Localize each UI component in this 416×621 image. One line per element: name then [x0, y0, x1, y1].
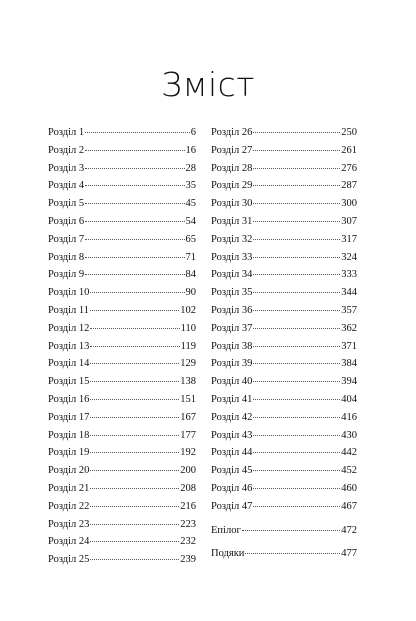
dot-leader [253, 132, 340, 133]
toc-entry-label: Розділ 42 [211, 411, 253, 423]
toc-entry-page-number: 102 [180, 304, 196, 316]
toc-entry-label: Розділ 32 [211, 233, 253, 245]
toc-entry-label: Розділ 36 [211, 304, 253, 316]
toc-entry-page-number: 261 [341, 144, 357, 156]
toc-entry[interactable] [48, 213, 196, 231]
toc-entry-page-number: 404 [341, 393, 357, 405]
dot-leader [253, 328, 340, 329]
toc-entry-label: Розділ 28 [211, 162, 253, 174]
toc-entry-label: Розділ 30 [211, 198, 253, 210]
toc-entry-page-number: 16 [185, 144, 196, 156]
toc-entry-page-number: 208 [180, 482, 196, 494]
toc-entry[interactable] [211, 320, 357, 338]
toc-entry-label: Розділ 41 [211, 393, 253, 405]
toc-entry[interactable] [211, 195, 357, 213]
dot-leader [253, 381, 340, 382]
toc-entry-label: Розділ 27 [211, 144, 253, 156]
toc-entry-label: Розділ 7 [48, 233, 85, 245]
toc-entry[interactable] [211, 427, 357, 445]
toc-entry-page-number: 151 [180, 393, 196, 405]
toc-entry-label: Подяки [211, 548, 245, 560]
toc-entry-label: Розділ 12 [48, 322, 90, 334]
toc-entry-page-number: 6 [190, 127, 196, 138]
toc-entry[interactable] [211, 480, 357, 498]
toc-entry-page-number: 45 [185, 198, 196, 210]
toc-entry-label: Розділ 45 [211, 465, 253, 477]
toc-entry-label: Розділ 35 [211, 287, 253, 299]
toc-column-left [48, 124, 196, 569]
dot-leader [90, 292, 184, 293]
toc-entry-label: Розділ 20 [48, 465, 90, 477]
toc-entry[interactable] [211, 124, 357, 142]
dot-leader [253, 185, 340, 186]
toc-entry-label: Розділ 16 [48, 393, 90, 405]
toc-entry[interactable] [48, 355, 196, 373]
toc-entry-page-number: 35 [185, 180, 196, 192]
dot-leader [253, 274, 340, 275]
toc-entry[interactable] [48, 427, 196, 445]
toc-entry-label: Розділ 38 [211, 340, 253, 352]
toc-entry-label: Розділ 22 [48, 500, 90, 512]
toc-entry-page-number: 362 [341, 322, 357, 334]
dot-leader [85, 185, 184, 186]
dot-leader [85, 274, 184, 275]
toc-entry-page-number: 54 [185, 215, 196, 227]
toc-entry-page-number: 307 [341, 215, 357, 227]
dot-leader [253, 221, 340, 222]
toc-entry-label: Розділ 26 [211, 127, 253, 138]
toc-entry[interactable] [48, 249, 196, 267]
dot-leader [242, 530, 341, 531]
toc-entry-page-number: 384 [341, 358, 357, 370]
toc-entry-label: Розділ 1 [48, 127, 85, 138]
toc-entry-label: Розділ 11 [48, 304, 90, 316]
toc-entry-label: Розділ 2 [48, 144, 85, 156]
dot-leader [245, 553, 340, 554]
toc-entry[interactable] [211, 545, 357, 563]
toc-entry[interactable] [48, 444, 196, 462]
dot-leader [253, 506, 340, 507]
toc-entry[interactable] [48, 391, 196, 409]
toc-entry[interactable] [48, 124, 196, 142]
toc-entry-page-number: 357 [341, 304, 357, 316]
toc-entry[interactable] [211, 231, 357, 249]
toc-entry[interactable] [211, 160, 357, 178]
dot-leader [85, 203, 184, 204]
toc-entry-page-number: 71 [185, 251, 196, 263]
toc-entry-label: Розділ 37 [211, 322, 253, 334]
toc-entry-page-number: 344 [341, 287, 357, 299]
toc-column-right [211, 124, 357, 563]
toc-entry[interactable] [48, 160, 196, 178]
toc-entry[interactable] [211, 462, 357, 480]
toc-entry-page-number: 442 [341, 447, 357, 459]
dot-leader [90, 381, 179, 382]
toc-entry-label: Розділ 10 [48, 287, 90, 299]
toc-entry-label: Розділ 31 [211, 215, 253, 227]
toc-entry[interactable] [211, 373, 357, 391]
toc-entry[interactable] [211, 522, 357, 540]
dot-leader [253, 435, 340, 436]
toc-entry-page-number: 129 [180, 358, 196, 370]
toc-entry[interactable] [211, 266, 357, 284]
toc-entry-page-number: 452 [341, 465, 357, 477]
toc-entry-page-number: 394 [341, 376, 357, 388]
toc-entry-label: Розділ 14 [48, 358, 90, 370]
toc-entry[interactable] [48, 266, 196, 284]
toc-entry-label: Розділ 44 [211, 447, 253, 459]
toc-entry[interactable] [211, 355, 357, 373]
toc-entry-label: Розділ 43 [211, 429, 253, 441]
toc-entry[interactable] [48, 551, 196, 569]
dot-leader [85, 132, 190, 133]
toc-entry[interactable] [48, 302, 196, 320]
dot-leader [90, 488, 179, 489]
dot-leader [253, 363, 340, 364]
dot-leader [85, 150, 184, 151]
dot-leader [253, 310, 340, 311]
toc-entry-page-number: 110 [180, 322, 196, 334]
page-title: Зміст [161, 65, 255, 104]
toc-entry[interactable] [48, 498, 196, 516]
toc-entry-page-number: 460 [341, 482, 357, 494]
dot-leader [85, 221, 184, 222]
toc-entry-page-number: 216 [180, 500, 196, 512]
toc-entry[interactable] [48, 462, 196, 480]
dot-leader [90, 346, 179, 347]
toc-entry-label: Розділ 33 [211, 251, 253, 263]
toc-entry[interactable] [48, 533, 196, 551]
dot-leader [253, 399, 340, 400]
toc-entry-page-number: 65 [185, 233, 196, 245]
toc-entry[interactable] [48, 177, 196, 195]
toc-entry[interactable] [48, 320, 196, 338]
toc-entry-page-number: 333 [341, 269, 357, 281]
toc-entry[interactable] [211, 302, 357, 320]
toc-entry[interactable] [211, 284, 357, 302]
toc-entry-label: Розділ 6 [48, 215, 85, 227]
toc-entry[interactable] [48, 231, 196, 249]
toc-entry[interactable] [48, 409, 196, 427]
toc-entry-label: Розділ 5 [48, 198, 85, 210]
toc-entry[interactable] [211, 444, 357, 462]
dot-leader [90, 470, 179, 471]
toc-entry-page-number: 223 [180, 518, 196, 530]
toc-entry-label: Розділ 9 [48, 269, 85, 281]
toc-entry-page-number: 477 [341, 548, 357, 560]
toc-entry[interactable] [211, 213, 357, 231]
dot-leader [90, 435, 179, 436]
toc-entry-label: Епілог [211, 524, 241, 536]
toc-entry-label: Розділ 17 [48, 411, 90, 423]
toc-entry[interactable] [48, 195, 196, 213]
toc-entry-page-number: 192 [180, 447, 196, 459]
dot-leader [90, 452, 179, 453]
dot-leader [85, 239, 184, 240]
toc-entry-label: Розділ 15 [48, 376, 90, 388]
toc-entry-page-number: 84 [185, 269, 196, 281]
dot-leader [253, 488, 340, 489]
toc-entry-page-number: 250 [341, 127, 357, 138]
dot-leader [90, 399, 179, 400]
toc-entry-page-number: 177 [180, 429, 196, 441]
toc-entry-label: Розділ 24 [48, 536, 90, 548]
toc-entry[interactable] [211, 249, 357, 267]
toc-entry-page-number: 200 [180, 465, 196, 477]
dot-leader [90, 559, 179, 560]
toc-entry-page-number: 317 [341, 233, 357, 245]
toc-entry-label: Розділ 29 [211, 180, 253, 192]
toc-entry-page-number: 167 [180, 411, 196, 423]
toc-entry-page-number: 467 [341, 500, 357, 512]
dot-leader [85, 168, 184, 169]
dot-leader [90, 541, 179, 542]
toc-entry-page-number: 430 [341, 429, 357, 441]
toc-entry-label: Розділ 34 [211, 269, 253, 281]
toc-entry-label: Розділ 13 [48, 340, 90, 352]
toc-entry-page-number: 119 [180, 340, 196, 352]
toc-entry-page-number: 239 [180, 554, 196, 566]
dot-leader [90, 506, 179, 507]
toc-entry-label: Розділ 3 [48, 162, 85, 174]
dot-leader [253, 470, 340, 471]
toc-entry-label: Розділ 4 [48, 180, 85, 192]
toc-entry[interactable] [48, 516, 196, 534]
dot-leader [90, 363, 179, 364]
toc-entry[interactable] [211, 409, 357, 427]
toc-entry-label: Розділ 25 [48, 554, 90, 566]
toc-entry-page-number: 324 [341, 251, 357, 263]
toc-entry[interactable] [211, 391, 357, 409]
toc-entry-page-number: 28 [185, 162, 196, 174]
toc-entry-page-number: 371 [341, 340, 357, 352]
toc-entry-label: Розділ 39 [211, 358, 253, 370]
toc-entry[interactable] [211, 338, 357, 356]
toc-entry-page-number: 472 [341, 524, 357, 536]
toc-entry[interactable] [48, 284, 196, 302]
toc-entry[interactable] [48, 480, 196, 498]
toc-entry-label: Розділ 21 [48, 482, 90, 494]
dot-leader [253, 417, 340, 418]
dot-leader [90, 310, 179, 311]
toc-entry[interactable] [211, 142, 357, 160]
dot-leader [90, 417, 179, 418]
dot-leader [253, 292, 340, 293]
toc-entry-label: Розділ 19 [48, 447, 90, 459]
toc-entry-label: Розділ 46 [211, 482, 253, 494]
dot-leader [90, 328, 179, 329]
dot-leader [253, 150, 340, 151]
dot-leader [253, 239, 340, 240]
dot-leader [253, 452, 340, 453]
toc-entry-label: Розділ 40 [211, 376, 253, 388]
dot-leader [253, 203, 340, 204]
toc-entry[interactable] [48, 338, 196, 356]
dot-leader [85, 257, 184, 258]
toc-entry-page-number: 300 [341, 198, 357, 210]
toc-entry-label: Розділ 47 [211, 500, 253, 512]
toc-entry-label: Розділ 18 [48, 429, 90, 441]
toc-entry-label: Розділ 8 [48, 251, 85, 263]
toc-entry[interactable] [211, 498, 357, 516]
dot-leader [90, 524, 179, 525]
dot-leader [253, 346, 340, 347]
toc-entry-page-number: 276 [341, 162, 357, 174]
toc-entry-page-number: 90 [185, 287, 196, 299]
toc-entry-page-number: 138 [180, 376, 196, 388]
toc-entry[interactable] [48, 373, 196, 391]
dot-leader [253, 257, 340, 258]
toc-entry-page-number: 416 [341, 411, 357, 423]
toc-entry[interactable] [211, 177, 357, 195]
toc-entry-label: Розділ 23 [48, 518, 90, 530]
toc-entry-page-number: 287 [341, 180, 357, 192]
toc-entry[interactable] [48, 142, 196, 160]
dot-leader [253, 168, 340, 169]
toc-entry-page-number: 232 [180, 536, 196, 548]
